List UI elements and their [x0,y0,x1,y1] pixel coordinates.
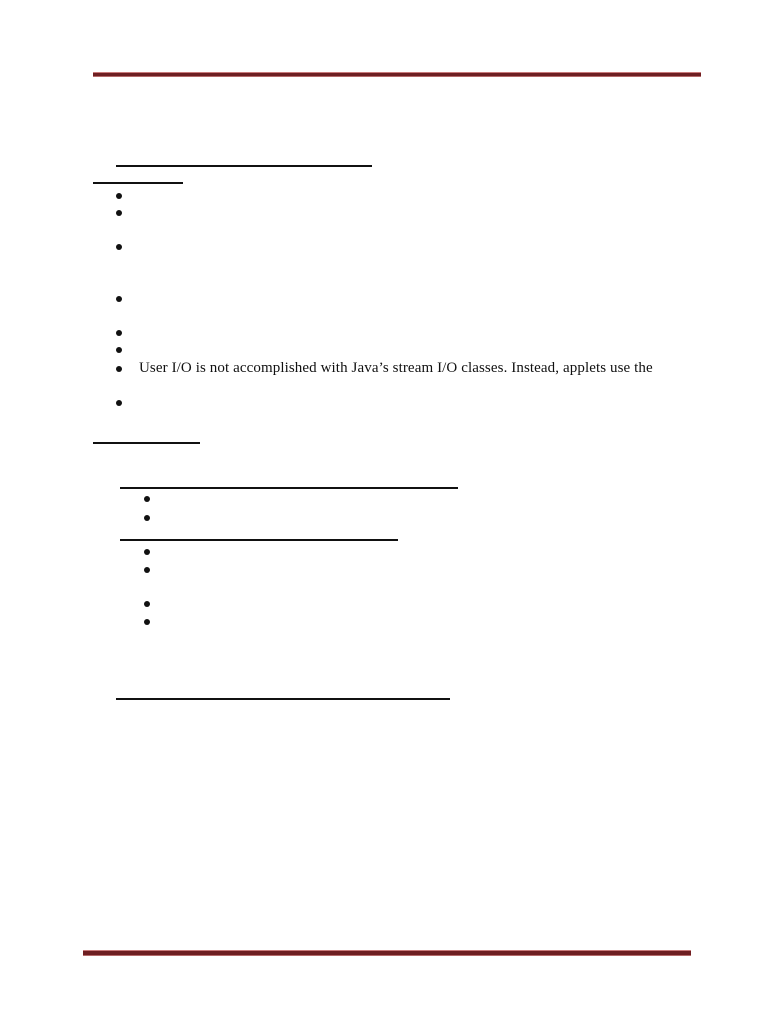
bullet-icon [116,330,122,336]
bullet-icon [116,210,122,216]
subheading-underline [120,487,458,489]
subheading-underline [93,182,183,184]
section-heading-underline [116,165,372,167]
footer-rule [83,950,691,956]
bullet-icon [116,296,122,302]
bullet-icon [116,244,122,250]
bullet-icon [116,366,122,372]
bullet-icon [144,567,150,573]
bullet-icon [144,515,150,521]
subheading-underline [120,539,398,541]
bullet-icon [116,400,122,406]
bullet-icon [144,619,150,625]
bullet-icon [144,549,150,555]
bullet-icon [144,601,150,607]
bullet-icon [116,347,122,353]
list-item-text: User I/O is not accomplished with Java’s stream I/O classes. Instead, applets use the [139,360,653,376]
section-heading-underline [116,698,450,700]
header-rule [93,72,701,77]
bullet-icon [116,193,122,199]
section-heading-underline [93,442,200,444]
bullet-icon [144,496,150,502]
